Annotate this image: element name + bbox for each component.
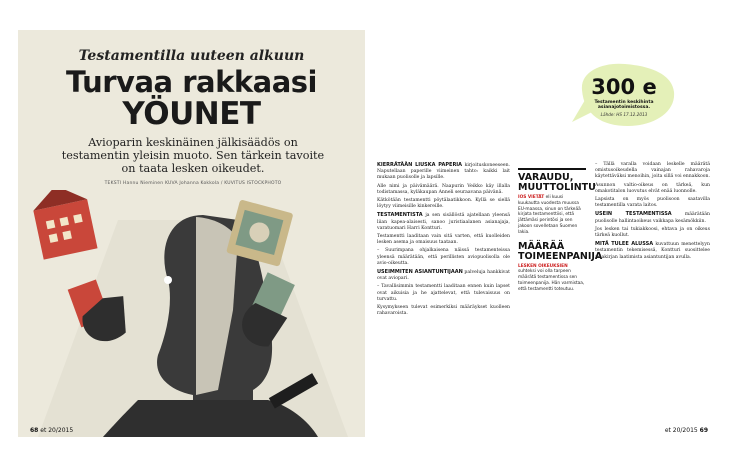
- illustration-face-house-money: [18, 190, 365, 437]
- byline-credit: TEKSTI Hannu Nieminen KUVA Johanna Kokkola / KUVITUS ISTOCKPHOTO: [104, 181, 282, 186]
- sidebar-title-2: MÄÄRÄÄ TOIMEENPANIJA: [518, 240, 603, 262]
- eye-icon: [164, 276, 172, 284]
- folio-left: 68 et 20/2015: [30, 427, 74, 434]
- headline-line-1: Turvaa rakkaasi: [66, 65, 317, 99]
- article-column-1: KIERRÄTÄÄN LIUSKA PAPERIA kirjoituskoneeseen. Naputellaan paperille viimeinen tahto: kaikki lait mukaan puolisolle ja lapsille. Alle nimi ja päivämäärä. Naapurin Veikko käy illalla todistamassa, kyläkaupan Anneli seuraavana päivänä. Kätkötään testamentti pöytälaatikkoon. Kyllä se siellä löytyy viimeisille kinkereille. TESTAMENTISTA ja sen sisällöstä ajatellaan yleensä liian kapea-alaisesti, sanoo juristiaalanen asianajaja, varatuomari Harri Kontturi. Testamentti laaditaan vain sitä varten, että kuolleiden lesken asema ja omaisuus taataan. – Suurimpana ohjalkaisena näissä testamenteissa yleensä määrätään, että perillisten aviopuolisolla ole avio-oikeutta. USEIMMITEN ASIANTUNTIJAAN palveluja hankkivat ovat aviopari. – Tavallisimmin testamentti laaditaan ennen kuin lapset ovat aikuisia ja he ajattelevat, että tulevaisuus on turvattu. Kysymykseen tulevat esimerkiksi määräykset kuolleen rahavaroista.: [377, 162, 510, 317]
- house-card-left: [29, 190, 97, 260]
- headline-line-2: YÖUNET: [122, 96, 261, 132]
- sidebar-title-1: VARAUDU, MUUTTOLINTU: [518, 172, 596, 193]
- stat-value: 300 e: [591, 75, 657, 99]
- lead-paragraph: Avioparin keskinäinen jälkisäädös on testamentin yleisin muoto. Sen tärkein tavoite on taata lesken oikeudet.: [61, 136, 325, 175]
- folio-right: et 20/2015 69: [664, 427, 708, 434]
- left-page: [18, 30, 365, 437]
- stat-source: Lähde: HS 17.12.2013: [600, 112, 648, 117]
- kicker: Testamentilla uuteen alkuun: [78, 48, 305, 64]
- article-column-3: – Tällä varalla voidaan leskelle määrätä omistusoikeudella vainajan rahavaroja käytettäväksi menoihin, joita sillä voi ennakkoon. Asunnon valtio-oikeus on tärkeä, kun omakotitalon luovutus elvät enää luonnolle. Lapsista on myös puolisoon saatavilla testamentilla varata laitos. USEIN TESTAMENTISSA määrätään puolisolle hallintaoikeus vaikkapa kesämökkiin. Jos lesken tai tukiakkoosi, ehtava ja on oikeus tärkeä kuollut. MITÄ TULEE ALUSSA kuvattuun menettelyyn testamentin tekemisessä, Kontturi suosittelee asiakirjan laatimista asiantuntijan avulla.: [595, 162, 710, 260]
- stat-caption: Testamentin keskihinta asianajotoimistossa.: [594, 100, 654, 111]
- sidebar-box: VARAUDU, MUUTTOLINTU IOS VIETÄT eli kuusi kuukautta vuodesta muussa EU-maassa, sinun on tärkeää kirjata testamenttiisi, että jättämäsi perintösi ja sen jakoon sovelletaan Suomen lakia. MÄÄRÄÄ TOIMEENPANIJA LESKEN OIKEUKSIEN suhteksi voi olla tarpeen määrätä testamentissa sen toimeenpanija. Hän varmistaa, että testamentti toteutuu.: [518, 168, 586, 299]
- right-page: [365, 30, 720, 437]
